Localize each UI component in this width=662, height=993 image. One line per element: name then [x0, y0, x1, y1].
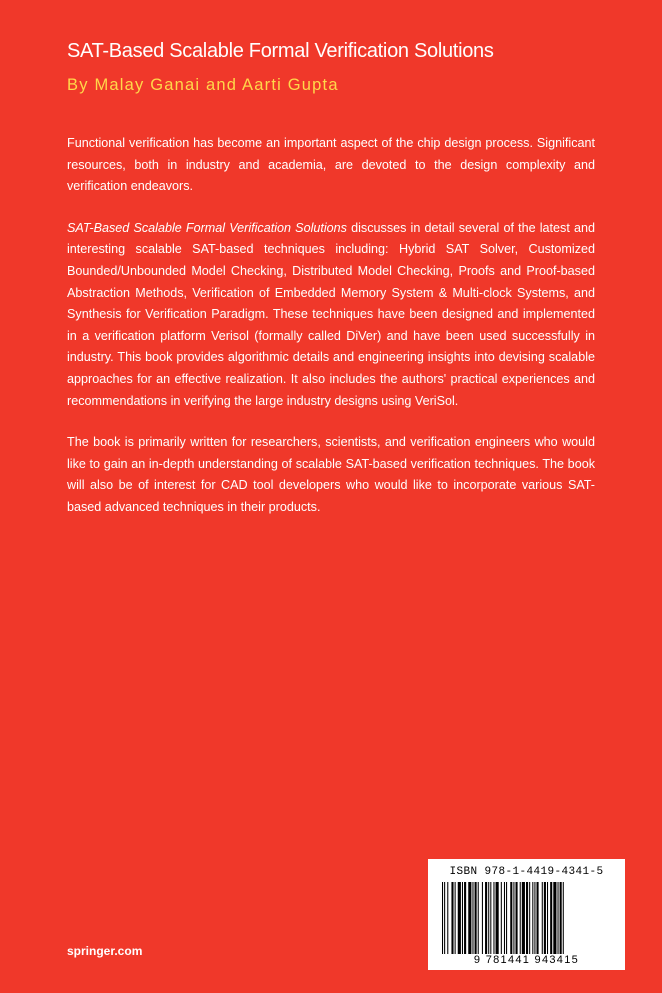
paragraph-3: The book is primarily written for researchers, scientists, and verification engineers who would like to gain an in-depth understanding of scalable SAT-based verification techniques. The book will also be of interest for CAD tool developers who would like to incorporate various SAT-based advanced techniques in their products. [67, 435, 595, 514]
book-authors: By Malay Ganai and Aarti Gupta [67, 76, 339, 94]
paragraph-2-title: SAT-Based Scalable Formal Verification Solutions [67, 220, 347, 235]
isbn-label: ISBN 978-1-4419-4341-5 [449, 866, 604, 878]
book-title: SAT-Based Scalable Formal Verification Solutions [67, 40, 494, 62]
barcode [428, 859, 625, 970]
paragraph-2 [67, 218, 595, 412]
barcode-digits: 9 781441 943415 [473, 954, 580, 966]
publisher-url: springer.com [67, 944, 143, 958]
barcode-bars-icon [442, 882, 612, 954]
paragraph-2-text: discusses in detail several of the latest and interesting scalable SAT-based techniques including: Hybrid SAT Solver, Customized Bounded/Unbounded Model Checking, Distributed Model Checking, Proofs and Proof-based Abstraction Methods, Verification of Embedded Memory System & Multi-clock Systems, and Synthesis for Verification Paradigm. These techniques have been designed and implemented in a verification platform Verisol (formally called DiVer) and have been used successfully in industry. This book provides algorithmic details and engineering insights into devising scalable approaches for an effective realization. It also includes the authors' practical experiences and recommendations in verifying the large industry designs using VeriSol. [67, 220, 595, 408]
description [67, 133, 595, 539]
paragraph-1: Functional verification has become an important aspect of the chip design process. Significant resources, both in industry and academia, are devoted to the design complexity and verification endeavors. [67, 136, 595, 194]
